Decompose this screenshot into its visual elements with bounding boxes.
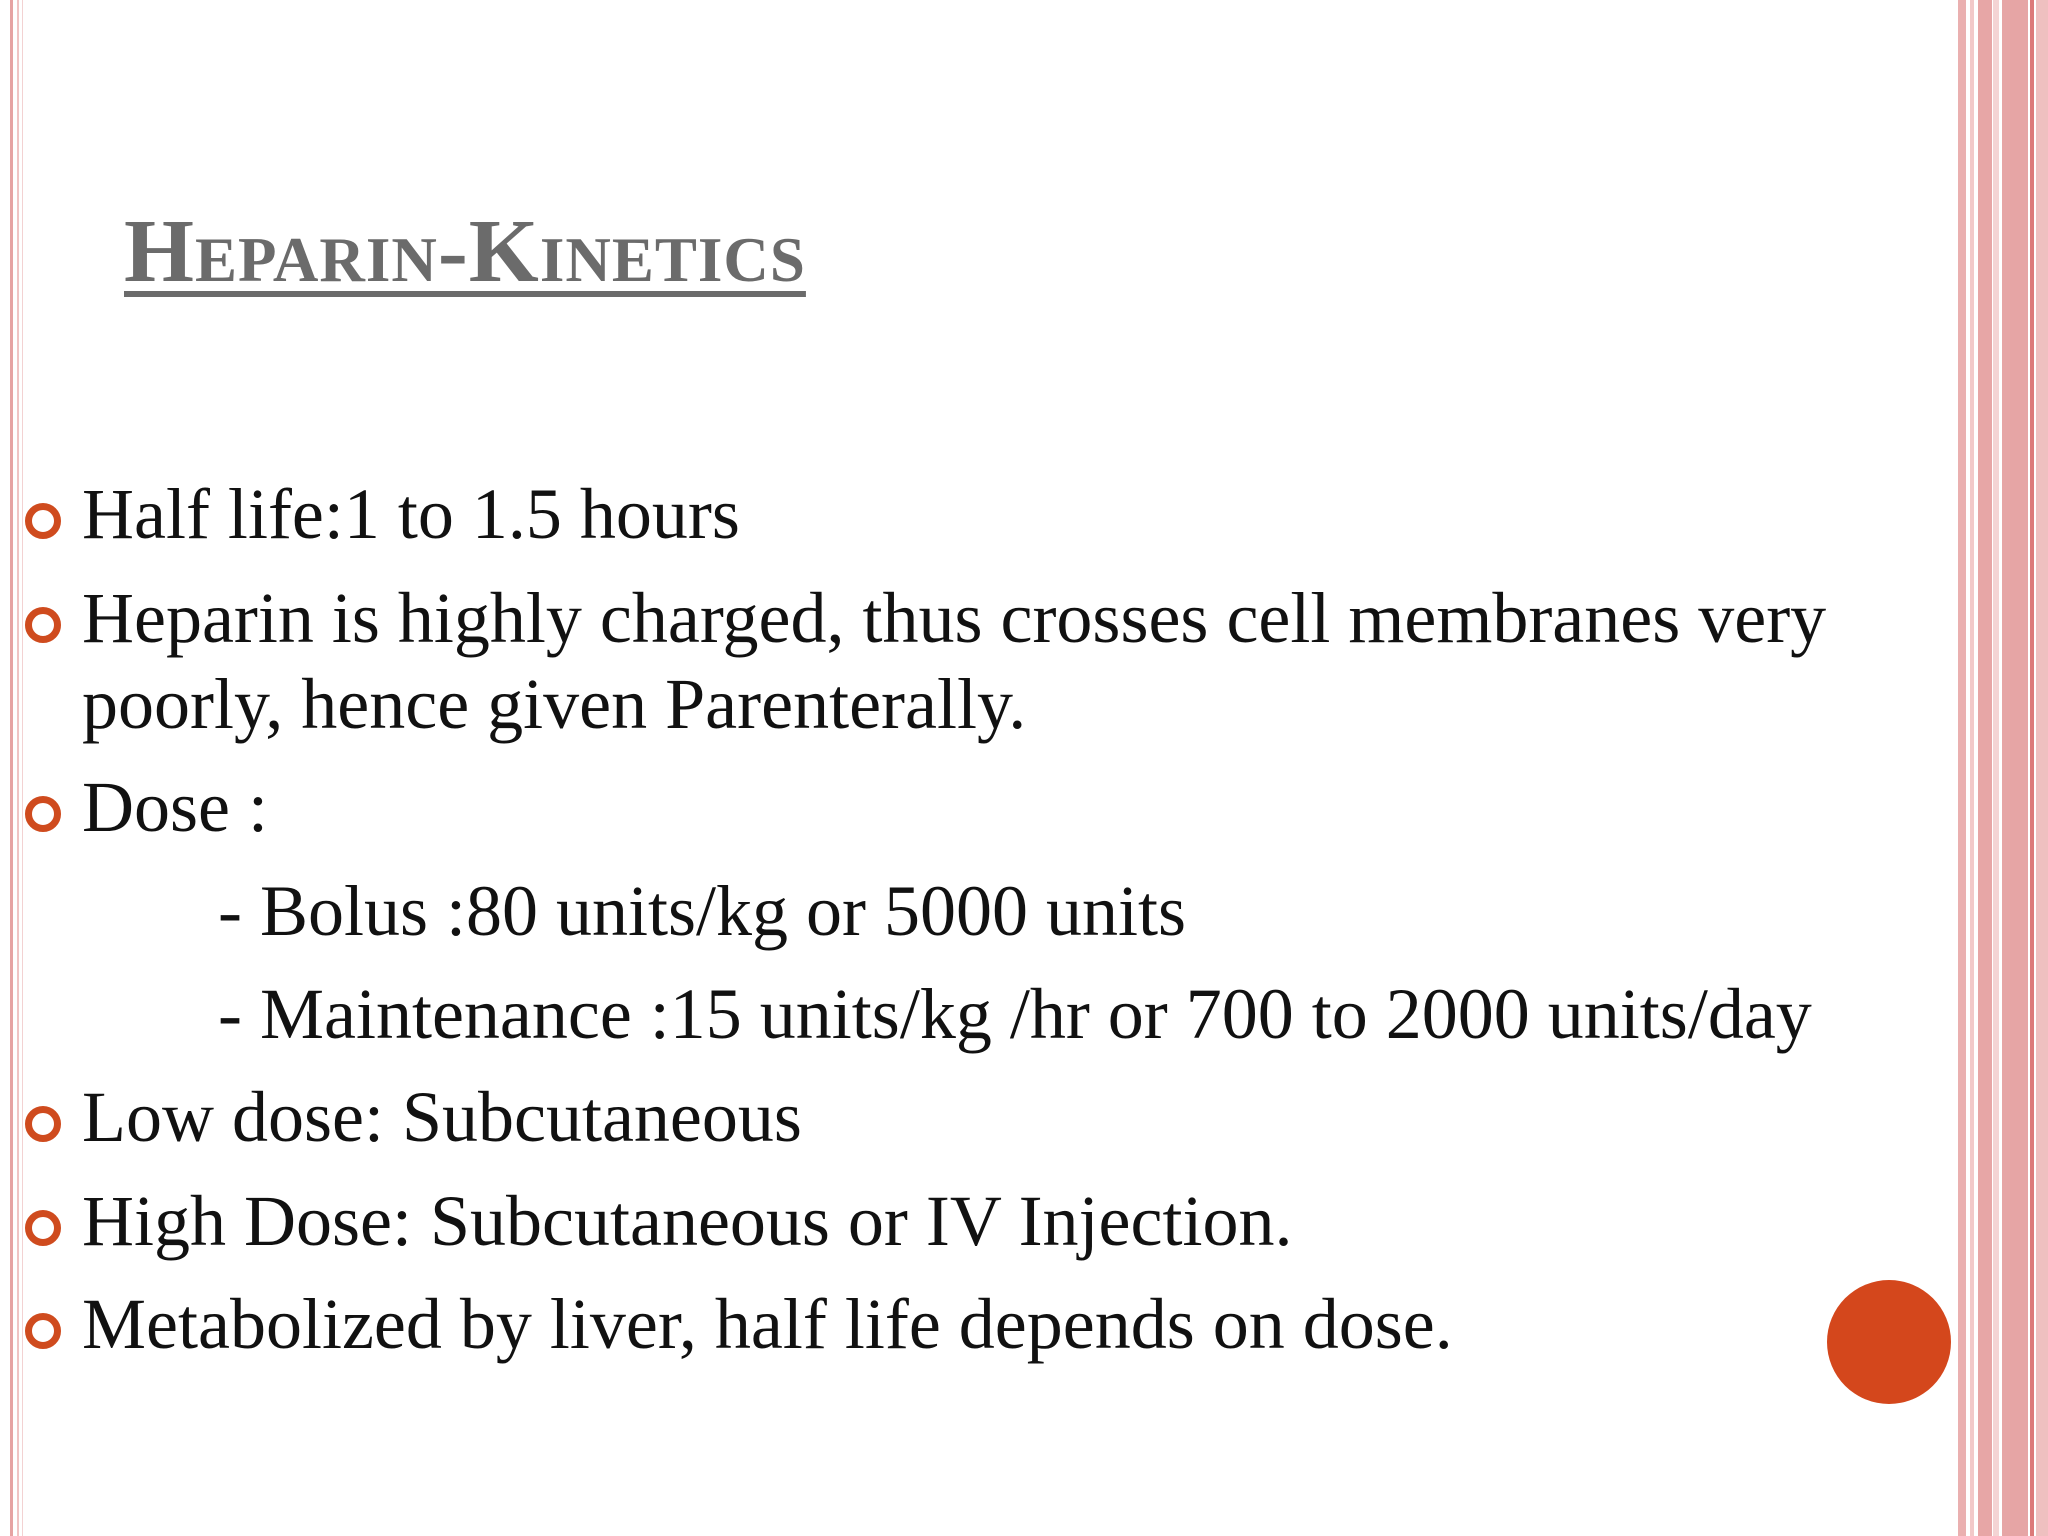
bullet-ring-icon: [25, 1313, 61, 1349]
bullet-ring-icon: [25, 796, 61, 832]
bullet-text-metabolized: Metabolized by liver, half life depends on dose.: [82, 1284, 1453, 1364]
bullet-ring-icon: [25, 503, 61, 539]
slide-title: Heparin-Kinetics: [124, 202, 806, 301]
bullet-ring-icon: [25, 1210, 61, 1246]
bullet-ring-icon: [25, 607, 61, 643]
bullet-text-low-dose: Low dose: Subcutaneous: [82, 1077, 802, 1157]
bullet-text-heparin-charge: Heparin is highly charged, thus crosses cell membranes very: [82, 578, 1827, 658]
bullet-text-half-life: Half life:1 to 1.5 hours: [82, 474, 740, 554]
bullet-ring-icon: [25, 1106, 61, 1142]
bullet-text-high-dose: High Dose: Subcutaneous or IV Injection.: [82, 1181, 1293, 1261]
decorative-circle: [1827, 1280, 1951, 1404]
dose-item-maintenance: - Maintenance :15 units/kg /hr or 700 to 2000 units/day: [218, 974, 1812, 1054]
bullet-text-dose: Dose :: [82, 767, 268, 847]
bullet-text-heparin-charge-cont: poorly, hence given Parenterally.: [82, 664, 1027, 744]
dose-item-bolus: - Bolus :80 units/kg or 5000 units: [218, 871, 1187, 951]
